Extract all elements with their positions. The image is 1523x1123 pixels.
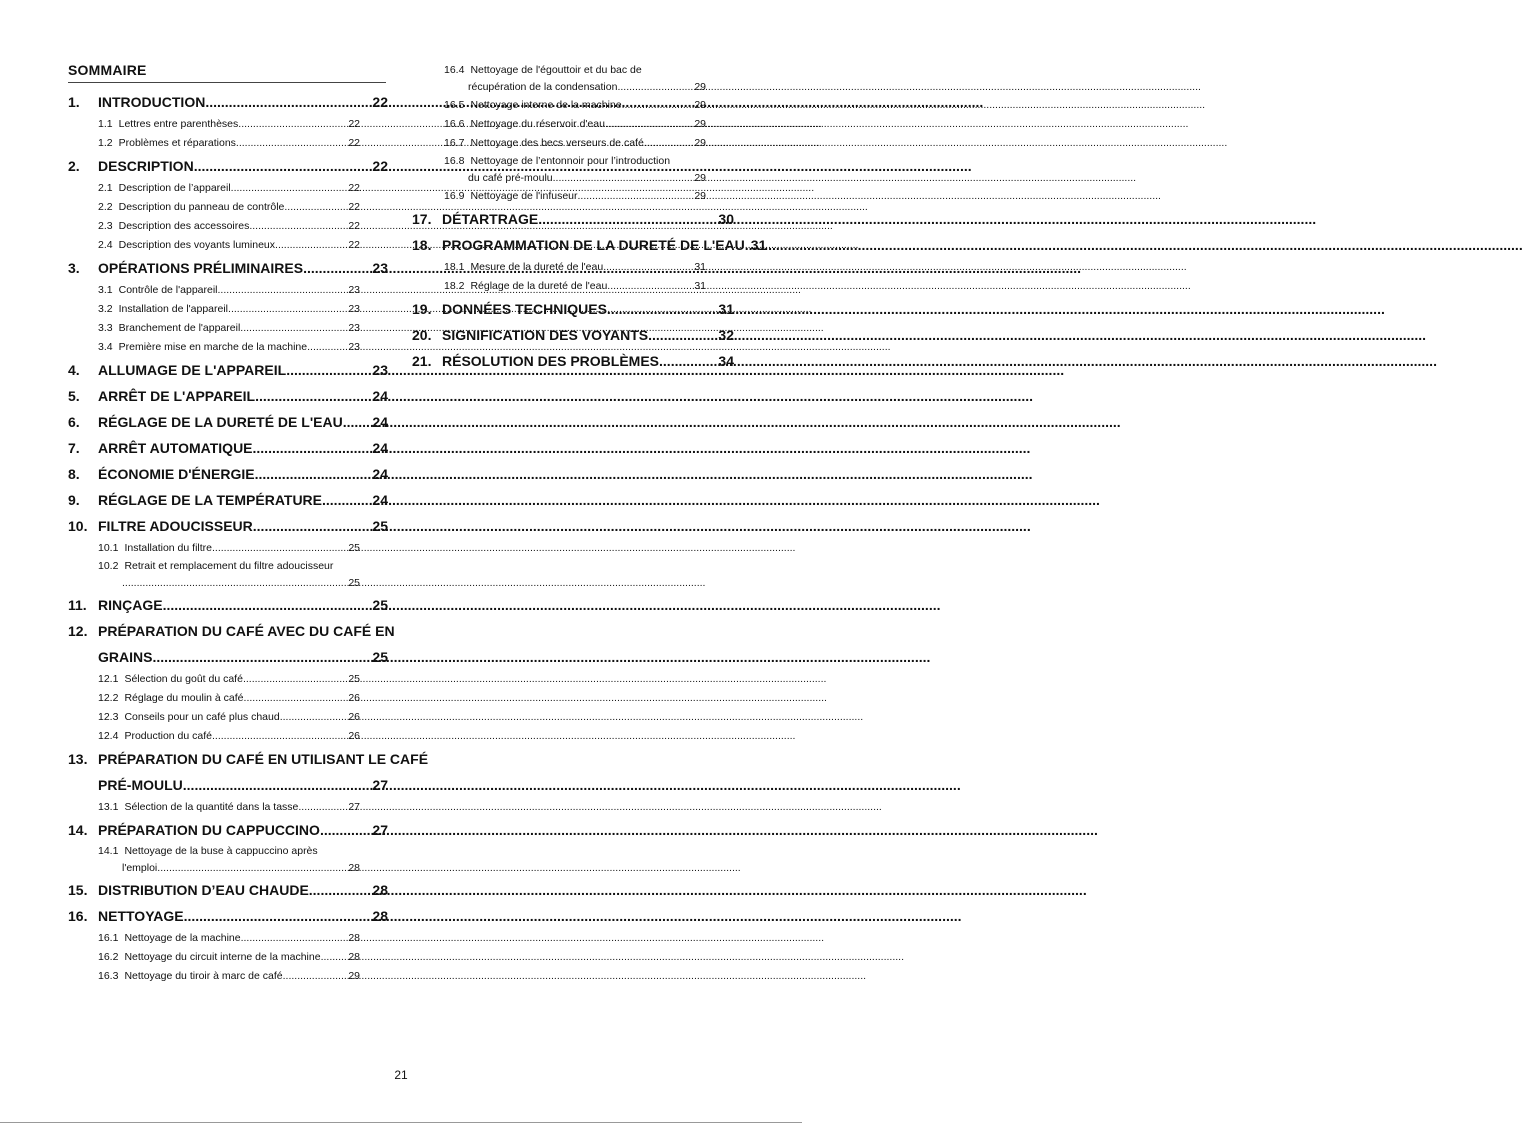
toc-subsection-entry[interactable] xyxy=(68,115,360,134)
entry-title: Mesure de la dureté de l'eau xyxy=(470,261,604,273)
entry-number: 12.3 xyxy=(98,711,119,723)
dot-leader xyxy=(236,134,348,153)
entry-page-number: 26 xyxy=(348,692,360,704)
dot-leader xyxy=(253,513,373,539)
toc-section-entry[interactable] xyxy=(412,348,734,374)
dot-leader xyxy=(607,277,694,296)
entry-page-number: 25 xyxy=(372,649,388,665)
toc-section-entry[interactable] xyxy=(68,461,388,487)
toc-subsection-entry[interactable] xyxy=(414,258,706,277)
entry-number: 1.1 xyxy=(98,118,113,130)
toc-section-entry[interactable] xyxy=(68,255,388,281)
entry-title: ALLUMAGE DE L'APPAREIL xyxy=(98,362,287,378)
toc-subsection-entry[interactable] xyxy=(68,929,360,948)
entry-number: 14.1 xyxy=(98,845,119,857)
entry-title: Réglage de la dureté de l'eau xyxy=(470,280,608,292)
dot-leader xyxy=(284,198,348,217)
entry-number: 16.3 xyxy=(98,970,119,982)
dot-leader xyxy=(538,206,718,232)
entry-page-number: 23 xyxy=(348,303,360,315)
entry-page-number: 28 xyxy=(348,862,360,874)
toc-subsection-entry[interactable] xyxy=(68,217,360,236)
toc-section-entry[interactable] xyxy=(68,592,388,618)
dot-leader xyxy=(157,860,348,877)
entry-title: ARRÊT AUTOMATIQUE xyxy=(98,440,253,456)
entry-page-number: 31 xyxy=(694,261,706,273)
toc-section-entry[interactable] xyxy=(68,877,388,903)
entry-page-number: 23 xyxy=(372,362,388,378)
entry-title: Nettoyage du circuit interne de la machine xyxy=(124,951,321,963)
entry-number: 2.1 xyxy=(98,182,113,194)
entry-title: Branchement de l'appareil xyxy=(118,322,241,334)
dot-leader xyxy=(253,435,373,461)
toc-section-entry[interactable] xyxy=(412,206,734,232)
dot-leader xyxy=(194,153,373,179)
toc-subsection-entry[interactable] xyxy=(414,96,706,115)
entry-number: 12.2 xyxy=(98,692,119,704)
dot-leader xyxy=(303,255,372,281)
entry-number: 5. xyxy=(68,388,80,404)
dot-leader xyxy=(241,929,349,948)
entry-number: 6. xyxy=(68,414,80,430)
toc-subsection-entry[interactable] xyxy=(68,179,360,198)
entry-title: Conseils pour un café plus chaud xyxy=(124,711,280,723)
dot-leader xyxy=(648,322,718,348)
entry-page-number: 23 xyxy=(372,260,388,276)
entry-title-continued: du café pré-moulu xyxy=(468,172,553,184)
entry-page-number: 22 xyxy=(348,137,360,149)
dot-leader xyxy=(280,708,349,727)
toc-subsection-entry[interactable] xyxy=(68,558,360,592)
entry-title: INTRODUCTION xyxy=(98,94,206,110)
entry-page-number: 25 xyxy=(348,673,360,685)
entry-page-number: 24 xyxy=(372,414,388,430)
dot-leader xyxy=(255,461,373,487)
entry-number: 3.3 xyxy=(98,322,113,334)
entry-title: DÉTARTRAGE xyxy=(442,211,539,227)
dot-leader xyxy=(644,134,695,153)
entry-title: PRÉPARATION DU CAPPUCCINO xyxy=(98,822,320,838)
entry-title: DESCRIPTION xyxy=(98,158,194,174)
entry-title: Description des voyants lumineux xyxy=(118,239,276,251)
dot-leader xyxy=(298,798,348,817)
dot-leader xyxy=(622,96,695,115)
toc-subsection-entry[interactable] xyxy=(68,708,360,727)
toc-subsection-entry[interactable] xyxy=(68,843,360,877)
entry-page-number: 26 xyxy=(348,711,360,723)
entry-number: 16.7 xyxy=(444,137,465,149)
dot-leader xyxy=(205,89,372,115)
toc-section-entry[interactable] xyxy=(68,817,388,843)
entry-title: Première mise en marche de la machine xyxy=(118,341,308,353)
dot-leader xyxy=(240,319,348,338)
entry-page-number: 29 xyxy=(694,81,706,93)
entry-title: Contrôle de l'appareil xyxy=(118,284,218,296)
entry-page-number: 29 xyxy=(694,190,706,202)
page-number: 21 xyxy=(394,1068,408,1082)
entry-number: 1. xyxy=(68,94,80,110)
entry-page-number: 23 xyxy=(348,284,360,296)
toc-subsection-entry[interactable] xyxy=(414,153,706,187)
dot-leader xyxy=(283,967,349,986)
entry-title: Sélection du goût du café xyxy=(124,673,243,685)
dot-leader xyxy=(343,409,373,435)
toc-section-entry[interactable] xyxy=(68,383,388,409)
entry-title: RÉSOLUTION DES PROBLÈMES xyxy=(442,353,660,369)
entry-title: DISTRIBUTION D’EAU CHAUDE xyxy=(98,882,309,898)
entry-title: Nettoyage des becs verseurs de café xyxy=(470,137,644,149)
dot-leader xyxy=(243,670,348,689)
entry-number: 1.2 xyxy=(98,137,113,149)
entry-title: Nettoyage de la machine xyxy=(124,932,241,944)
entry-page-number: 23 xyxy=(348,341,360,353)
entry-number: 3. xyxy=(68,260,80,276)
entry-title: Nettoyage de l'infuseur xyxy=(470,190,578,202)
entry-number: 2. xyxy=(68,158,80,174)
dot-leader xyxy=(231,179,349,198)
dot-leader xyxy=(244,689,349,708)
entry-number: 14. xyxy=(68,822,88,838)
toc-subsection-entry[interactable] xyxy=(68,798,360,817)
entry-number: 16.5 xyxy=(444,99,465,111)
entry-page-number: 28 xyxy=(348,951,360,963)
entry-number: 2.2 xyxy=(98,201,113,213)
entry-number: 16.8 xyxy=(444,155,465,167)
entry-title: PROGRAMMATION DE LA DURETÉ DE L'EAU xyxy=(442,237,745,253)
entry-number: 16. xyxy=(68,908,88,924)
toc-section-entry[interactable] xyxy=(68,618,395,670)
entry-number: 16.1 xyxy=(98,932,119,944)
entry-page-number: 31 xyxy=(694,280,706,292)
dot-leader xyxy=(617,79,694,96)
entry-title: RINÇAGE xyxy=(98,597,163,613)
entry-page-number: 29 xyxy=(348,970,360,982)
toc-section-entry[interactable] xyxy=(68,903,388,929)
entry-page-number: 29 xyxy=(694,99,706,111)
entry-number: 3.2 xyxy=(98,303,113,315)
entry-number: 12. xyxy=(68,623,88,639)
entry-title: Description des accessoires xyxy=(118,220,250,232)
dot-leader xyxy=(307,338,348,357)
entry-number: 9. xyxy=(68,492,80,508)
entry-page-number: 27 xyxy=(372,822,388,838)
entry-title: Réglage du moulin à café xyxy=(124,692,244,704)
entry-number: 12.4 xyxy=(98,730,119,742)
entry-title: Nettoyage interne de la machine xyxy=(470,99,622,111)
entry-number: 20. xyxy=(412,327,432,343)
entry-title: Nettoyage de l'égouttoir et du bac de xyxy=(470,64,642,76)
entry-page-number: 30 xyxy=(718,211,734,227)
entry-title: RÉGLAGE DE LA TEMPÉRATURE xyxy=(98,492,323,508)
toc-subsection-entry[interactable] xyxy=(68,281,360,300)
entry-title: Nettoyage du tiroir à marc de café xyxy=(124,970,283,982)
entry-title: Retrait et remplacement du filtre adoucisseur xyxy=(124,560,334,572)
dot-leader xyxy=(238,115,348,134)
entry-page-number: 25 xyxy=(372,597,388,613)
entry-title: Lettres entre parenthèses xyxy=(118,118,239,130)
entry-number: 12.1 xyxy=(98,673,119,685)
entry-title: Nettoyage du réservoir d'eau xyxy=(470,118,605,130)
entry-page-number: 22 xyxy=(348,182,360,194)
entry-page-number: 31 xyxy=(750,237,767,253)
toc-section-entry[interactable] xyxy=(68,153,388,179)
entry-title: NETTOYAGE xyxy=(98,908,184,924)
entry-title: Installation du filtre xyxy=(124,542,212,554)
entry-page-number: 22 xyxy=(348,239,360,251)
entry-title-continued: GRAINS xyxy=(98,649,153,665)
toc-subsection-entry[interactable] xyxy=(68,134,360,153)
dot-leader xyxy=(553,170,695,187)
entry-number: 2.4 xyxy=(98,239,113,251)
entry-page-number: 27 xyxy=(372,777,388,793)
entry-number: 18. xyxy=(412,237,432,253)
toc-subsection-entry[interactable] xyxy=(68,319,360,338)
entry-page-number: 27 xyxy=(348,801,360,813)
toc-subsection-entry[interactable] xyxy=(414,62,706,96)
entry-title-continued: PRÉ-MOULU xyxy=(98,777,183,793)
entry-page-number: 26 xyxy=(348,730,360,742)
dot-leader xyxy=(286,357,372,383)
dot-leader xyxy=(228,300,348,319)
entry-title: PRÉPARATION DU CAFÉ AVEC DU CAFÉ EN xyxy=(98,623,395,639)
toc-subsection-entry[interactable] xyxy=(68,198,360,217)
entry-title: ARRÊT DE L'APPAREIL xyxy=(98,388,256,404)
entry-number: 21. xyxy=(412,353,432,369)
entry-title: FILTRE ADOUCISSEUR xyxy=(98,518,253,534)
toc-section-entry[interactable] xyxy=(68,487,388,513)
entry-number: 13. xyxy=(68,751,88,767)
dot-leader xyxy=(184,903,373,929)
toc-section-entry[interactable] xyxy=(68,435,388,461)
entry-page-number: 29 xyxy=(694,172,706,184)
entry-number: 10. xyxy=(68,518,88,534)
toc-section-entry[interactable] xyxy=(412,232,767,258)
toc-section-entry[interactable] xyxy=(412,322,734,348)
entry-page-number: 24 xyxy=(372,388,388,404)
entry-title: SIGNIFICATION DES VOYANTS xyxy=(442,327,649,343)
entry-title: Installation de l'appareil xyxy=(118,303,229,315)
entry-number: 17. xyxy=(412,211,432,227)
dot-leader xyxy=(183,772,373,798)
entry-title: Description du panneau de contrôle xyxy=(118,201,285,213)
entry-page-number: 25 xyxy=(348,542,360,554)
dot-leader xyxy=(659,348,718,374)
entry-title-continued: l'emploi xyxy=(122,862,158,874)
entry-number: 3.1 xyxy=(98,284,113,296)
entry-number: 16.9 xyxy=(444,190,465,202)
entry-title: Problèmes et réparations xyxy=(118,137,236,149)
dot-leader xyxy=(163,592,373,618)
entry-number: 15. xyxy=(68,882,88,898)
entry-number: 8. xyxy=(68,466,80,482)
entry-number: 7. xyxy=(68,440,80,456)
dot-leader xyxy=(322,487,372,513)
entry-title: Description de l’appareil xyxy=(118,182,231,194)
entry-number: 16.6 xyxy=(444,118,465,130)
dot-leader xyxy=(218,281,349,300)
toc-section-entry[interactable] xyxy=(68,89,388,115)
dot-leader xyxy=(212,539,348,558)
toc-section-entry[interactable] xyxy=(68,513,388,539)
entry-page-number: 31 xyxy=(718,301,734,317)
dot-leader xyxy=(603,258,694,277)
entry-number: 10.1 xyxy=(98,542,119,554)
entry-number: 18.2 xyxy=(444,280,465,292)
entry-number: 10.2 xyxy=(98,560,119,572)
toc-right-column xyxy=(412,62,767,374)
entry-title: Sélection de la quantité dans la tasse xyxy=(124,801,299,813)
toc-subsection-entry[interactable] xyxy=(414,134,706,153)
entry-page-number: 34 xyxy=(718,353,734,369)
entry-page-number: 22 xyxy=(348,118,360,130)
toc-section-entry[interactable] xyxy=(68,409,388,435)
toc-right-entries xyxy=(412,62,767,374)
entry-page-number: 29 xyxy=(694,118,706,130)
entry-title: RÉGLAGE DE LA DURETÉ DE L'EAU xyxy=(98,414,343,430)
dot-leader xyxy=(309,877,373,903)
toc-subsection-entry[interactable] xyxy=(414,277,706,296)
entry-number: 16.4 xyxy=(444,64,465,76)
entry-title: Nettoyage de l’entonnoir pour l’introduction xyxy=(470,155,671,167)
entry-title: Nettoyage de la buse à cappuccino après xyxy=(124,845,318,857)
entry-title-continued: récupération de la condensation xyxy=(468,81,618,93)
entry-number: 19. xyxy=(412,301,432,317)
toc-subsection-entry[interactable] xyxy=(414,115,706,134)
entry-page-number: 25 xyxy=(372,518,388,534)
entry-title: OPÉRATIONS PRÉLIMINAIRES xyxy=(98,260,304,276)
entry-title: DONNÉES TECHNIQUES xyxy=(442,301,607,317)
entry-page-number: 24 xyxy=(372,440,388,456)
entry-page-number: 22 xyxy=(372,94,388,110)
entry-number: 3.4 xyxy=(98,341,113,353)
dot-leader xyxy=(249,217,348,236)
toc-subsection-entry[interactable] xyxy=(68,338,360,357)
entry-number: 13.1 xyxy=(98,801,119,813)
toc-subsection-entry[interactable] xyxy=(68,727,360,746)
entry-page-number: 28 xyxy=(372,882,388,898)
toc-title: SOMMAIRE xyxy=(68,62,386,83)
entry-page-number: 25 xyxy=(348,577,360,589)
entry-page-number: 28 xyxy=(348,932,360,944)
toc-subsection-entry[interactable] xyxy=(68,539,360,558)
toc-subsection-entry[interactable] xyxy=(68,967,360,986)
toc-section-entry[interactable] xyxy=(68,357,388,383)
entry-title: PRÉPARATION DU CAFÉ EN UTILISANT LE CAFÉ xyxy=(98,751,429,767)
entry-number: 11. xyxy=(68,597,87,613)
entry-page-number: 22 xyxy=(372,158,388,174)
toc-subsection-entry[interactable] xyxy=(68,948,360,967)
dot-leader xyxy=(255,383,372,409)
toc-section-entry[interactable] xyxy=(412,296,734,322)
entry-page-number: 22 xyxy=(348,201,360,213)
entry-number: 4. xyxy=(68,362,80,378)
dot-leader xyxy=(122,575,348,592)
entry-number: 18.1 xyxy=(444,261,465,273)
entry-page-number: 23 xyxy=(348,322,360,334)
entry-number: 2.3 xyxy=(98,220,113,232)
entry-page-number: 24 xyxy=(372,492,388,508)
toc-subsection-entry[interactable] xyxy=(68,300,360,319)
entry-title: ÉCONOMIE D'ÉNERGIE xyxy=(98,466,255,482)
dot-leader xyxy=(578,187,695,206)
dot-leader xyxy=(212,727,348,746)
dot-leader xyxy=(607,296,719,322)
dot-leader xyxy=(275,236,348,255)
dot-leader xyxy=(605,115,694,134)
toc-section-entry[interactable] xyxy=(68,746,429,798)
entry-page-number: 28 xyxy=(372,908,388,924)
toc-subsection-entry[interactable] xyxy=(68,236,360,255)
toc-subsection-entry[interactable] xyxy=(68,670,360,689)
entry-page-number: 29 xyxy=(694,137,706,149)
dot-leader xyxy=(320,817,372,843)
dot-leader xyxy=(321,948,349,967)
entry-page-number: 22 xyxy=(348,220,360,232)
toc-subsection-entry[interactable] xyxy=(414,187,706,206)
entry-page-number: 24 xyxy=(372,466,388,482)
toc-subsection-entry[interactable] xyxy=(68,689,360,708)
dot-leader xyxy=(152,644,372,670)
entry-title: Production du café xyxy=(124,730,212,742)
entry-number: 16.2 xyxy=(98,951,119,963)
entry-page-number: 32 xyxy=(718,327,734,343)
